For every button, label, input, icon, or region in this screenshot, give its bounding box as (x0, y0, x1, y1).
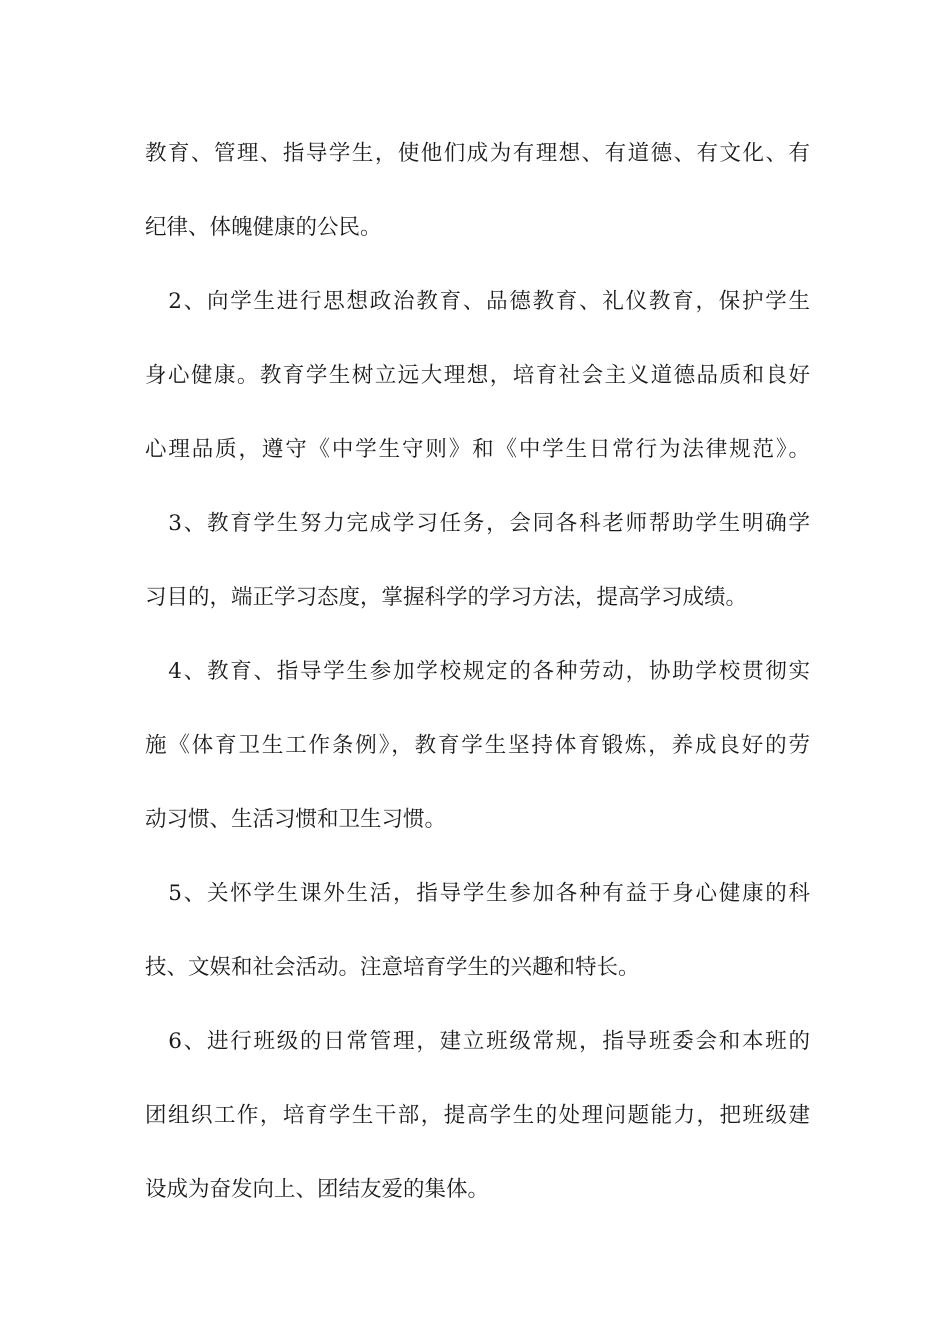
text-line: 4、教育、指导学生参加学校规定的各种劳动，协助学校贯彻实 (145, 659, 810, 684)
text-line: 教育、管理、指导学生，使他们成为有理想、有道德、有文化、有 (145, 141, 810, 166)
text-line: 设成为奋发向上、团结友爱的集体。 (145, 1177, 490, 1202)
text-line: 纪律、体魄健康的公民。 (145, 215, 382, 240)
text-line: 6、进行班级的日常管理，建立班级常规，指导班委会和本班的 (145, 1029, 810, 1054)
text-line: 身心健康。教育学生树立远大理想，培育社会主义道德品质和良好 (145, 363, 810, 388)
text-line: 动习惯、生活习惯和卫生习惯。 (145, 807, 447, 832)
text-line: 团组织工作，培育学生干部，提高学生的处理问题能力，把班级建 (145, 1103, 810, 1128)
text-line: 3、教育学生努力完成学习任务，会同各科老师帮助学生明确学 (145, 511, 810, 536)
text-line: 习目的，端正学习态度，掌握科学的学习方法，提高学习成绩。 (145, 585, 748, 610)
text-line: 心理品质，遵守《中学生守则》和《中学生日常行为法律规范》。 (145, 437, 810, 462)
text-line: 施《体育卫生工作条例》，教育学生坚持体育锻炼，养成良好的劳 (145, 733, 810, 758)
text-line: 技、文娱和社会活动。注意培育学生的兴趣和特长。 (145, 955, 640, 980)
text-line: 2、向学生进行思想政治教育、品德教育、礼仪教育，保护学生 (145, 289, 810, 314)
text-line: 5、关怀学生课外生活，指导学生参加各种有益于身心健康的科 (145, 881, 810, 906)
